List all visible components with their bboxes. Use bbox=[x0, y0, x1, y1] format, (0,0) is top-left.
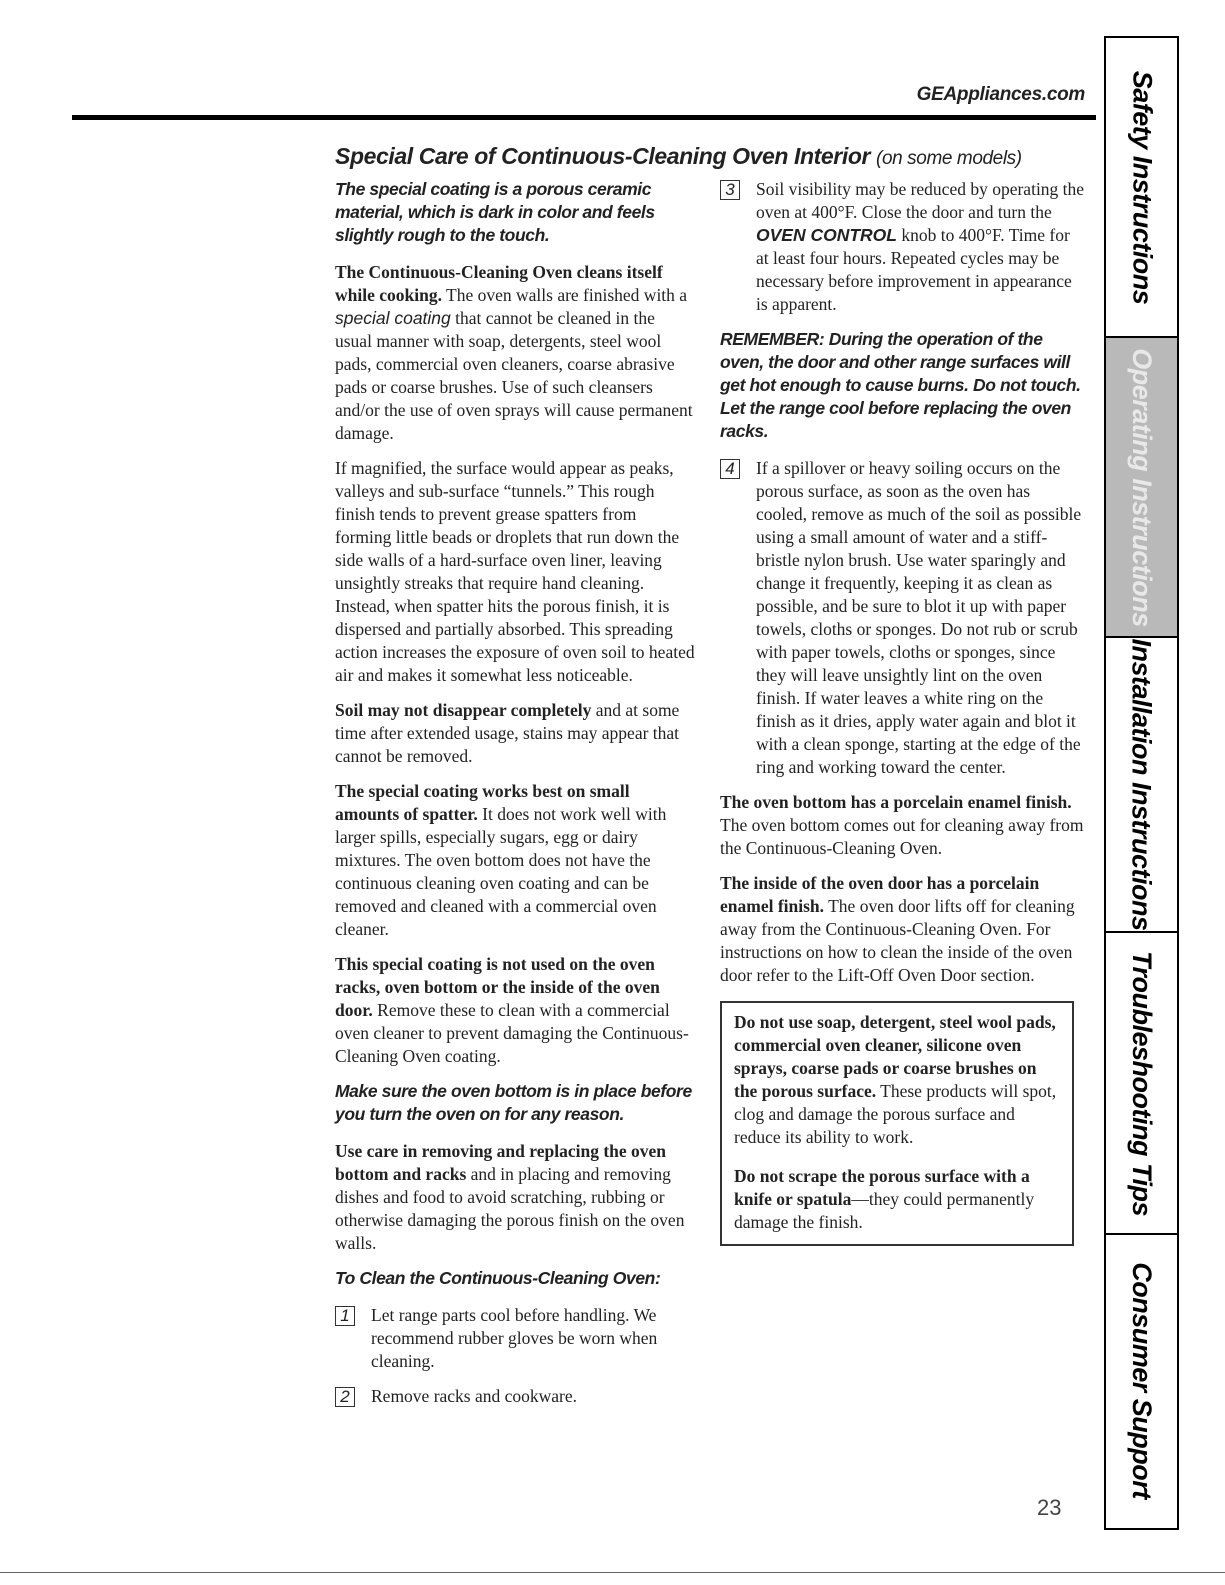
tab-operating-instructions[interactable] bbox=[1106, 338, 1177, 638]
text: and in placing and removing dishes and food to avoid scratching, rubbing or otherwise damaging the porous finish on the oven walls. bbox=[335, 1164, 685, 1253]
step-4 bbox=[720, 457, 1085, 779]
step-text: knob to 400°F. Time for at least four hours. Repeated cycles may be necessary before improvement in appearance is apparent. bbox=[756, 225, 1072, 314]
site-url: GEAppliances.com bbox=[916, 84, 1085, 105]
tab-troubleshooting-tips[interactable] bbox=[1106, 933, 1177, 1235]
paragraph bbox=[734, 1011, 1060, 1149]
text: These products will spot, clog and damage the porous surface and reduce its ability to work. bbox=[734, 1081, 1057, 1147]
step-2 bbox=[335, 1385, 695, 1408]
step-number: 3 bbox=[720, 180, 740, 200]
text: and at some time after extended usage, stains may appear that cannot be removed. bbox=[335, 700, 680, 766]
title-sub: (on some models) bbox=[876, 148, 1022, 169]
keyword: special coating bbox=[335, 308, 451, 328]
text: —they could permanently damage the finish. bbox=[734, 1189, 1035, 1232]
bold-lead: Use care in removing and replacing the oven bottom and racks bbox=[335, 1141, 667, 1184]
bold-lead: Do not use soap, detergent, steel wool pads, commercial oven cleaner, silicone oven sprays, coarse pads or coarse brushes on the porous surface. bbox=[734, 1012, 1056, 1101]
tab-label: Installation Instructions bbox=[1127, 638, 1157, 931]
text: It does not work well with larger spills, especially sugars, egg or dairy mixtures. The oven bottom does not have the continuous cleaning oven coating and can be removed and cleaned with a commercial oven cleaner. bbox=[335, 804, 667, 939]
step-text: Let range parts cool before handling. We recommend rubber gloves be worn when cleaning. bbox=[371, 1305, 658, 1371]
bold-lead: The inside of the oven door has a porcelain enamel finish. bbox=[720, 873, 1040, 916]
paragraph bbox=[335, 699, 695, 768]
bottom-rule bbox=[0, 1572, 1225, 1573]
text: Remove these to clean with a commercial oven cleaner to prevent damaging the Continuous-Cleaning Oven coating. bbox=[335, 1000, 689, 1066]
bold-lead: Soil may not disappear completely bbox=[335, 700, 592, 720]
text: The oven bottom comes out for cleaning away from the Continuous-Cleaning Oven. bbox=[720, 815, 1084, 858]
paragraph bbox=[335, 1140, 695, 1255]
paragraph: If magnified, the surface would appear as peaks, valleys and sub-surface “tunnels.” This rough finish tends to prevent grease spatters from forming little beads or droplets that run down the side walls of a hard-surface oven liner, leaving unsightly streaks that require hand cleaning. Instead, when spatter hits the porous finish, it is dispersed and partially absorbed. This spreading action increases the exposure of oven soil to heated air and makes it somewhat less noticeable. bbox=[335, 458, 695, 685]
tab-installation-instructions[interactable] bbox=[1106, 638, 1177, 933]
page-number: 23 bbox=[1037, 1495, 1062, 1520]
paragraph bbox=[335, 953, 695, 1068]
tab-consumer-support[interactable] bbox=[1106, 1235, 1177, 1526]
tab-label: Consumer Support bbox=[1127, 1262, 1158, 1499]
right-column bbox=[720, 178, 1085, 1246]
warning-text: Make sure the oven bottom is in place before you turn the oven on for any reason. bbox=[335, 1081, 692, 1124]
step-text: Remove racks and cookware. bbox=[371, 1386, 578, 1406]
step-number: 2 bbox=[335, 1387, 355, 1407]
text: that cannot be cleaned in the usual manner with soap, detergents, steel wool pads, commercial oven cleaners, coarse abrasive pads or coarse brushes. Use of such cleansers and/or the use of oven sprays will cause permanent damage. bbox=[335, 308, 693, 443]
caution-box bbox=[720, 1001, 1074, 1246]
tab-label: Troubleshooting Tips bbox=[1127, 950, 1157, 1216]
tab-label: Safety Instructions bbox=[1127, 70, 1157, 304]
step-text: If a spillover or heavy soiling occurs on the porous surface, as soon as the oven has cooled, remove as much of the soil as possible using a small amount of water and a stiff-bristle nylon brush. Use water sparingly and change it frequently, keeping it as clean as possible, and be sure to blot it up with paper towels, cloths or sponges. Do not rub or scrub with paper towels, cloths or sponges, since they will leave unsightly lint on the oven finish. If water leaves a white ring on the finish as it dries, apply water again and blot it with a clean sponge, starting at the edge of the ring and working toward the center. bbox=[756, 458, 1082, 777]
tab-label: Operating Instructions bbox=[1127, 347, 1157, 627]
section-tabs bbox=[1104, 36, 1179, 1530]
section-heading: To Clean the Continuous-Cleaning Oven: bbox=[335, 1268, 661, 1288]
title-main: Special Care of Continuous-Cleaning Oven Interior bbox=[335, 143, 871, 169]
left-column bbox=[335, 178, 695, 1420]
remember-warning: REMEMBER: During the operation of the oven, the door and other range surfaces will get hot enough to cause burns. Do not touch. Let the range cool before replacing the oven racks. bbox=[720, 329, 1081, 441]
keyword: OVEN CONTROL bbox=[756, 225, 897, 245]
paragraph bbox=[720, 872, 1085, 987]
paragraph bbox=[335, 780, 695, 941]
bold-lead: The oven bottom has a porcelain enamel finish. bbox=[720, 792, 1072, 812]
step-text: Soil visibility may be reduced by operating the oven at 400°F. Close the door and turn the bbox=[756, 179, 1085, 222]
step-1 bbox=[335, 1304, 695, 1373]
page-title bbox=[335, 143, 1022, 170]
bold-lead: The Continuous-Cleaning Oven cleans itself while cooking. bbox=[335, 262, 663, 305]
step-3 bbox=[720, 178, 1085, 316]
step-number: 1 bbox=[335, 1306, 355, 1326]
text: The oven walls are finished with a bbox=[441, 285, 688, 305]
step-number: 4 bbox=[720, 459, 740, 479]
tab-safety-instructions[interactable] bbox=[1106, 38, 1177, 338]
bold-lead: The special coating works best on small amounts of spatter. bbox=[335, 781, 630, 824]
paragraph bbox=[335, 261, 695, 445]
intro-text: The special coating is a porous ceramic material, which is dark in color and feels slightly rough to the touch. bbox=[335, 179, 655, 245]
bold-lead: This special coating is not used on the oven racks, oven bottom or the inside of the oven door. bbox=[335, 954, 660, 1020]
text: The oven door lifts off for cleaning away from the Continuous-Cleaning Oven. For instructions on how to clean the inside of the oven door refer to the Lift-Off Oven Door section. bbox=[720, 896, 1075, 985]
paragraph bbox=[720, 791, 1085, 860]
bold-lead: Do not scrape the porous surface with a knife or spatula bbox=[734, 1166, 1030, 1209]
paragraph bbox=[734, 1165, 1060, 1234]
header-rule bbox=[72, 115, 1096, 120]
